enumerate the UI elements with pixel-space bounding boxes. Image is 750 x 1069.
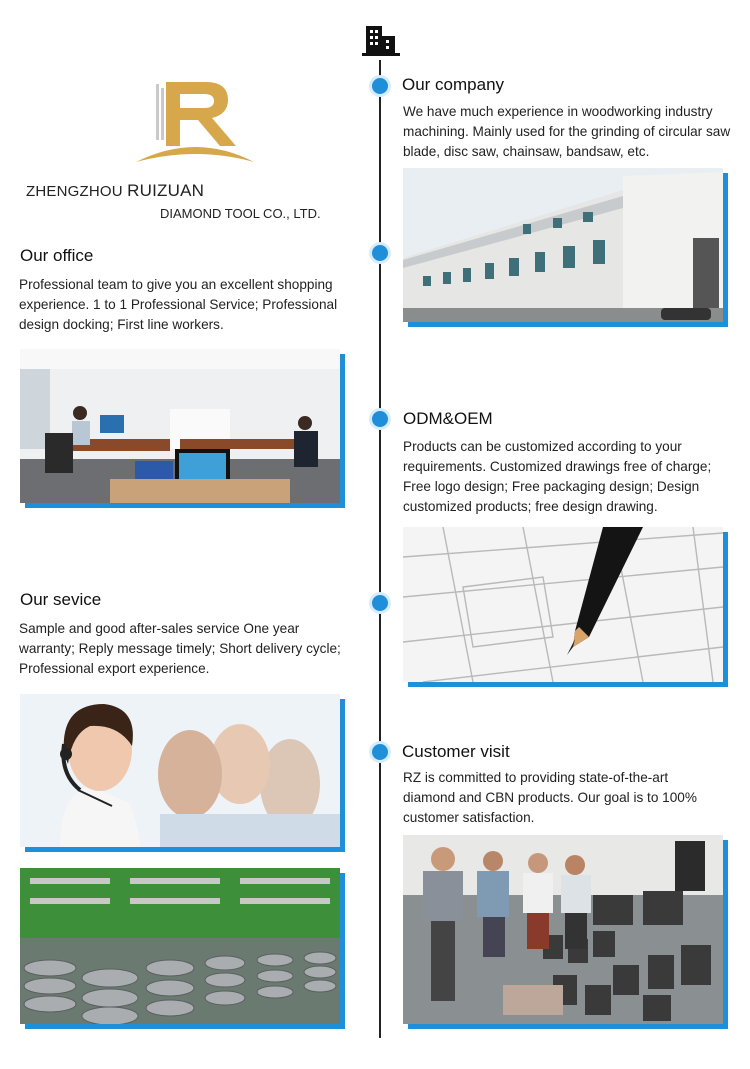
company-logo	[136, 76, 258, 166]
section-text-office: Professional team to give you an excellent shopping experience. 1 to 1 Professional Service; Professional design docking; First line workers.	[19, 277, 338, 332]
product-warehouse-photo	[20, 868, 340, 1024]
building-icon	[362, 24, 400, 56]
design-drawing-photo	[403, 527, 723, 682]
rz-logo-icon	[136, 76, 258, 166]
section-text-company: We have much experience in woodworking industry machining. Mainly used for the grinding of circular saw blade, disc saw, chainsaw, bandsaw, etc.	[403, 104, 731, 159]
timeline-line	[379, 60, 381, 1038]
customer-service-photo	[20, 694, 340, 847]
section-title-office: Our office	[20, 246, 94, 265]
section-title-service: Our sevice	[20, 590, 102, 609]
timeline-dot	[372, 78, 388, 94]
brand-name: RUIZUAN	[127, 181, 205, 200]
customer-visit-photo	[403, 835, 723, 1024]
brand-line2: DIAMOND TOOL CO., LTD.	[160, 206, 321, 221]
timeline-dot	[372, 245, 388, 261]
office-photo	[20, 349, 340, 503]
section-title-odm: ODM&OEM	[403, 409, 493, 428]
section-title-company: Our company	[402, 75, 505, 94]
section-text-service: Sample and good after-sales service One year warranty; Reply message timely; Short delivery cycle; Professional export experience.	[19, 621, 341, 676]
section-text-visit: RZ is committed to providing state-of-the-art diamond and CBN products. Our goal is to 100% customer satisfaction.	[403, 770, 697, 825]
factory-building-photo	[403, 168, 723, 322]
section-title-visit: Customer visit	[402, 742, 510, 761]
section-text-odm: Products can be customized according to your requirements. Customized drawings free of charge; Free logo design; Free packaging design; Design customized products; free design drawing.	[403, 439, 712, 514]
timeline-dot	[372, 411, 388, 427]
timeline-dot	[372, 744, 388, 760]
brand-prefix: ZHENGZHOU	[26, 183, 128, 200]
timeline-dot	[372, 595, 388, 611]
brand-line1	[26, 181, 204, 201]
